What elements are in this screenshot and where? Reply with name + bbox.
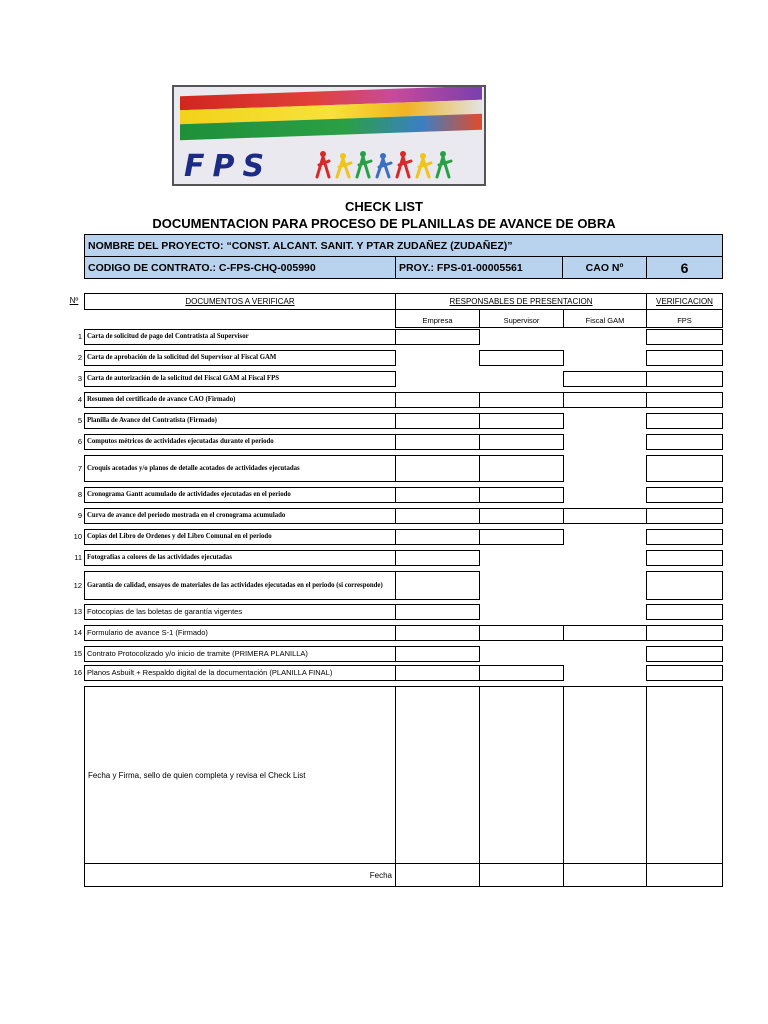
document-item: Curva de avance del periodo mostrada en el cronograma acumulado <box>84 508 396 524</box>
check-cell-empresa[interactable] <box>395 434 480 450</box>
title-check-list: CHECK LIST <box>345 199 423 214</box>
check-cell-supervisor[interactable] <box>479 434 564 450</box>
fps-logo <box>172 85 486 186</box>
check-cell-fps[interactable] <box>646 571 723 600</box>
check-cell-fps[interactable] <box>646 550 723 566</box>
col-header-verif-cell <box>646 293 723 310</box>
check-cell-empresa[interactable] <box>395 487 480 503</box>
project-code: PROY.: FPS-01-00005561 <box>395 256 563 279</box>
check-cell-supervisor[interactable] <box>479 413 564 429</box>
people-graphic-icon <box>309 149 469 181</box>
check-cell-empresa[interactable] <box>395 604 480 620</box>
check-cell-supervisor[interactable] <box>479 487 564 503</box>
subheader-empresa-cell <box>395 309 480 328</box>
check-cell-fps[interactable] <box>646 392 723 408</box>
check-cell-empresa[interactable] <box>395 625 480 641</box>
subheader-fps-cell <box>646 309 723 328</box>
check-cell-fps[interactable] <box>646 455 723 482</box>
row-number: 9 <box>77 511 82 520</box>
document-item: Formulario de avance S-1 (Firmado) <box>84 625 396 641</box>
check-cell-fiscal[interactable] <box>563 508 647 524</box>
row-number: 16 <box>73 668 82 677</box>
signature-empresa[interactable] <box>395 686 480 864</box>
fecha-fps[interactable] <box>646 863 723 887</box>
check-cell-fps[interactable] <box>646 529 723 545</box>
col-header-verif: VERIFICACION <box>656 297 713 306</box>
document-item: Planos Asbuilt + Respaldo digital de la documentación (PLANILLA FINAL) <box>84 665 396 681</box>
fecha-fiscal[interactable] <box>563 863 647 887</box>
row-number: 10 <box>73 532 82 541</box>
signature-label-cell <box>84 686 396 864</box>
check-cell-fps[interactable] <box>646 487 723 503</box>
row-number: 15 <box>73 649 82 658</box>
row-number: 8 <box>77 490 82 499</box>
col-header-docs-cell <box>84 293 396 310</box>
subheader-supervisor-cell <box>479 309 564 328</box>
check-cell-supervisor[interactable] <box>479 665 564 681</box>
check-cell-fiscal[interactable] <box>563 625 647 641</box>
fecha-label: Fecha <box>369 871 392 880</box>
fecha-supervisor[interactable] <box>479 863 564 887</box>
check-cell-fps[interactable] <box>646 646 723 662</box>
document-item: Contrato Protocolizado y/o inicio de tramite (PRIMERA PLANILLA) <box>84 646 396 662</box>
check-cell-fps[interactable] <box>646 413 723 429</box>
document-item: Resumen del certificado de avance CAO (Firmado) <box>84 392 396 408</box>
row-number: 12 <box>73 580 82 590</box>
document-item: Copias del Libro de Ordenes y del Libro Comunal en el periodo <box>84 529 396 545</box>
col-header-num: Nº <box>69 296 79 305</box>
check-cell-fps[interactable] <box>646 371 723 387</box>
document-item: Carta de aprobación de la solicitud del Supervisor al Fiscal GAM <box>84 350 396 366</box>
check-cell-empresa[interactable] <box>395 550 480 566</box>
check-cell-fps[interactable] <box>646 625 723 641</box>
signature-supervisor[interactable] <box>479 686 564 864</box>
col-header-docs: DOCUMENTOS A VERIFICAR <box>185 297 295 306</box>
row-number: 1 <box>77 332 82 341</box>
check-cell-empresa[interactable] <box>395 329 480 345</box>
document-item: Planilla de Avance del Contratista (Firmado) <box>84 413 396 429</box>
subheader-empresa: Empresa <box>422 316 453 325</box>
check-cell-supervisor[interactable] <box>479 508 564 524</box>
subheader-fps: FPS <box>677 316 692 325</box>
check-cell-supervisor[interactable] <box>479 625 564 641</box>
check-cell-supervisor[interactable] <box>479 455 564 482</box>
check-cell-fiscal[interactable] <box>563 371 647 387</box>
document-item: Garantía de calidad, ensayos de materiales de las actividades ejecutadas en el periodo (si corresponde) <box>84 571 396 600</box>
check-cell-supervisor[interactable] <box>479 529 564 545</box>
cao-value: 6 <box>646 256 723 279</box>
row-number: 4 <box>77 395 82 404</box>
check-cell-fps[interactable] <box>646 604 723 620</box>
check-cell-fps[interactable] <box>646 434 723 450</box>
document-item: Computos métricos de actividades ejecutadas durante el periodo <box>84 434 396 450</box>
document-item: Cronograma Gantt acumulado de actividades ejecutadas en el periodo <box>84 487 396 503</box>
subheader-fiscal: Fiscal GAM <box>585 316 625 325</box>
check-cell-empresa[interactable] <box>395 646 480 662</box>
check-cell-supervisor[interactable] <box>479 392 564 408</box>
row-number: 2 <box>77 353 82 362</box>
document-item: Croquis acotados y/o planos de detalle acotados de actividades ejecutadas <box>84 455 396 482</box>
row-number: 5 <box>77 416 82 425</box>
document-item: Fotografías a colores de las actividades ejecutadas <box>84 550 396 566</box>
check-cell-empresa[interactable] <box>395 571 480 600</box>
title-documentacion: DOCUMENTACION PARA PROCESO DE PLANILLAS DE AVANCE DE OBRA <box>152 216 616 231</box>
signature-label: Fecha y Firma, sello de quien completa y revisa el Check List <box>88 770 306 780</box>
contract-code: CODIGO DE CONTRATO.: C-FPS-CHQ-005990 <box>84 256 396 279</box>
row-number: 14 <box>73 628 82 637</box>
check-cell-empresa[interactable] <box>395 392 480 408</box>
signature-fps[interactable] <box>646 686 723 864</box>
row-number: 13 <box>73 607 82 616</box>
cao-label: CAO Nº <box>562 256 647 279</box>
check-cell-empresa[interactable] <box>395 529 480 545</box>
check-cell-fps[interactable] <box>646 665 723 681</box>
check-cell-empresa[interactable] <box>395 455 480 482</box>
check-cell-fiscal[interactable] <box>563 392 647 408</box>
col-header-resp: RESPONSABLES DE PRESENTACION <box>449 297 593 306</box>
document-item: Fotocopias de las boletas de garantía vigentes <box>84 604 396 620</box>
col-header-resp-cell <box>395 293 647 310</box>
check-cell-supervisor[interactable] <box>479 350 564 366</box>
document-item: Carta de solicitud de pago del Contratista al Supervisor <box>84 329 396 345</box>
fecha-label-cell <box>84 863 396 887</box>
row-number: 7 <box>77 463 82 473</box>
check-cell-fps[interactable] <box>646 508 723 524</box>
row-number: 11 <box>74 553 82 562</box>
project-name: NOMBRE DEL PROYECTO: “CONST. ALCANT. SANIT. Y PTAR ZUDAÑEZ (ZUDAÑEZ)” <box>84 234 723 257</box>
fecha-empresa[interactable] <box>395 863 480 887</box>
logo-text: FPS <box>184 149 273 184</box>
document-item: Carta de autorización de la solicitud del Fiscal GAM al Fiscal FPS <box>84 371 396 387</box>
check-cell-fps[interactable] <box>646 329 723 345</box>
check-cell-empresa[interactable] <box>395 508 480 524</box>
check-cell-empresa[interactable] <box>395 413 480 429</box>
row-number: 6 <box>77 437 82 446</box>
signature-fiscal[interactable] <box>563 686 647 864</box>
row-number: 3 <box>77 374 82 383</box>
subheader-supervisor: Supervisor <box>503 316 540 325</box>
check-cell-fps[interactable] <box>646 350 723 366</box>
check-cell-empresa[interactable] <box>395 665 480 681</box>
subheader-fiscal-cell <box>563 309 647 328</box>
